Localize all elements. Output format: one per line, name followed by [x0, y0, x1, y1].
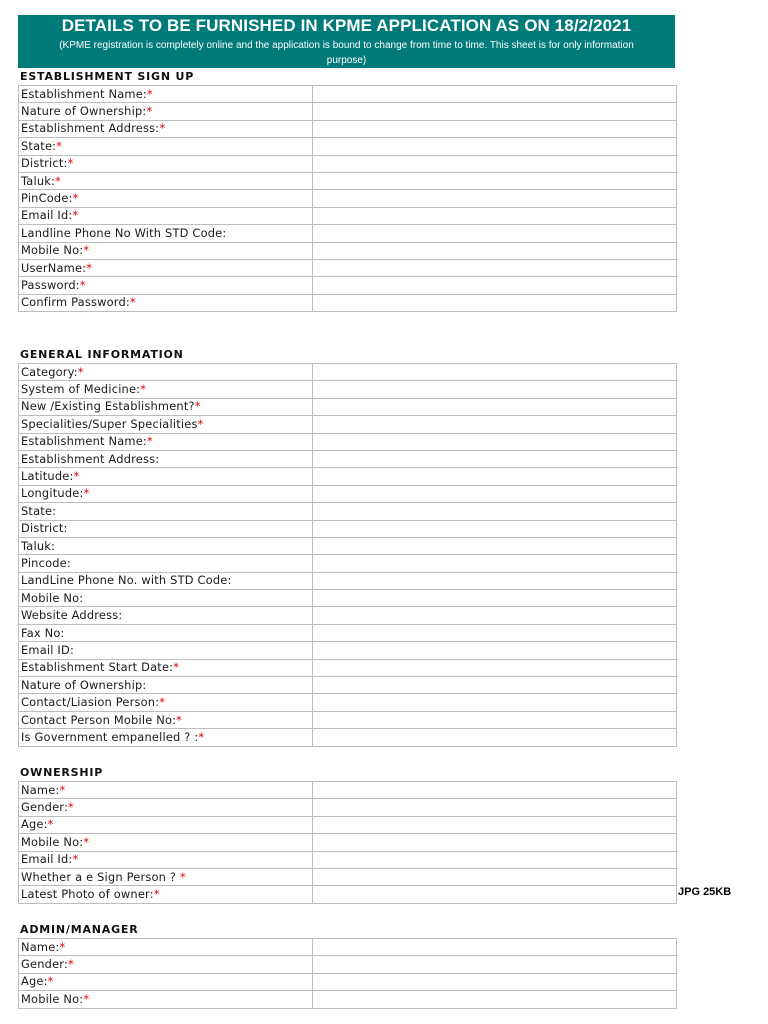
field-label-text: Fax No:: [21, 625, 65, 640]
field-value-cell[interactable]: [313, 729, 677, 746]
section-admin-manager: [18, 921, 676, 1009]
form-row: [19, 381, 677, 398]
form-row: [19, 103, 677, 120]
form-row: [19, 485, 677, 502]
field-label-text: Email Id:: [21, 852, 73, 867]
form-row: [19, 956, 677, 973]
field-label: [19, 381, 313, 398]
section-general-information: [18, 346, 676, 747]
field-label-text: Gender:: [21, 800, 69, 815]
required-marker: *: [83, 834, 90, 849]
field-value-cell[interactable]: [313, 868, 677, 885]
required-marker: *: [159, 121, 166, 136]
field-label-text: Nature of Ownership:: [21, 104, 147, 119]
field-label: [19, 294, 313, 311]
field-label-text: Password:: [21, 277, 80, 292]
field-label-text: District:: [21, 521, 68, 536]
form-row: [19, 277, 677, 294]
field-value-cell[interactable]: [313, 677, 677, 694]
field-label: [19, 555, 313, 572]
field-label-text: LandLine Phone No. with STD Code:: [21, 573, 232, 588]
form-row: [19, 624, 677, 641]
form-row: [19, 642, 677, 659]
field-value-cell[interactable]: [313, 86, 677, 103]
field-value-cell[interactable]: [313, 537, 677, 554]
field-value-cell[interactable]: [313, 207, 677, 224]
form-row: [19, 590, 677, 607]
field-label: [19, 642, 313, 659]
field-label-text: Whether a e Sign Person ?: [21, 869, 180, 884]
form-row: [19, 572, 677, 589]
field-label-text: State:: [21, 503, 57, 518]
field-value-cell[interactable]: [313, 259, 677, 276]
form-row: [19, 520, 677, 537]
form-row: [19, 259, 677, 276]
page-title: DETAILS TO BE FURNISHED IN KPME APPLICATION AS ON 18/2/2021: [61, 16, 632, 35]
field-label-text: Confirm Password:: [21, 295, 130, 310]
page-subtitle: (KPME registration is completely online and the application is bound to change from time to time. This sheet is for only information purpose): [59, 40, 634, 66]
form-row: [19, 711, 677, 728]
required-marker: *: [86, 260, 93, 275]
field-value-cell[interactable]: [313, 485, 677, 502]
form-row: [19, 555, 677, 572]
required-marker: *: [72, 191, 79, 206]
field-label-text: District:: [21, 156, 68, 171]
section-heading: ADMIN/MANAGER: [20, 923, 139, 936]
field-label-text: Contact/Liasion Person:: [21, 695, 160, 710]
field-label: [19, 520, 313, 537]
form-row: [19, 886, 677, 903]
field-label: [19, 729, 313, 746]
field-label-text: Specialities/Super Specialities: [21, 416, 198, 431]
field-label-text: Email ID:: [21, 642, 74, 657]
form-table: [18, 938, 677, 1009]
field-label: [19, 155, 313, 172]
field-label: [19, 503, 313, 520]
form-row: [19, 450, 677, 467]
field-label: [19, 138, 313, 155]
form-row: [19, 225, 677, 242]
field-value-cell[interactable]: [313, 103, 677, 120]
required-marker: *: [146, 86, 153, 101]
form-row: [19, 851, 677, 868]
required-marker: *: [146, 104, 153, 119]
field-label: [19, 190, 313, 207]
required-marker: *: [72, 852, 79, 867]
field-value-cell[interactable]: [313, 642, 677, 659]
field-label-text: Mobile No:: [21, 834, 84, 849]
field-value-cell[interactable]: [313, 555, 677, 572]
field-label: [19, 816, 313, 833]
field-value-cell[interactable]: [313, 277, 677, 294]
form-row: [19, 468, 677, 485]
field-label-text: Contact Person Mobile No:: [21, 712, 177, 727]
required-marker: *: [198, 729, 205, 744]
field-label: [19, 242, 313, 259]
required-marker: *: [59, 939, 66, 954]
required-marker: *: [159, 695, 166, 710]
required-marker: *: [83, 991, 90, 1006]
field-label: [19, 956, 313, 973]
field-label: [19, 694, 313, 711]
form-row: [19, 155, 677, 172]
form-row: [19, 834, 677, 851]
field-label: [19, 677, 313, 694]
field-label-text: PinCode:: [21, 191, 73, 206]
form-row: [19, 190, 677, 207]
required-marker: *: [77, 364, 84, 379]
field-label: [19, 120, 313, 137]
form-row: [19, 816, 677, 833]
required-marker: *: [55, 173, 61, 188]
field-value-cell[interactable]: [313, 659, 677, 676]
field-label: [19, 711, 313, 728]
field-value-cell[interactable]: [313, 694, 677, 711]
field-value-cell[interactable]: [313, 711, 677, 728]
required-marker: *: [146, 434, 153, 449]
field-label-text: System of Medicine:: [21, 382, 141, 397]
form-row: [19, 364, 677, 381]
required-marker: *: [72, 208, 79, 223]
form-row: [19, 694, 677, 711]
required-marker: *: [47, 974, 54, 989]
field-value-cell[interactable]: [313, 503, 677, 520]
field-value-cell[interactable]: [313, 886, 677, 903]
field-label-text: Is Government empanelled ? :: [21, 729, 199, 744]
field-label: [19, 537, 313, 554]
required-marker: *: [83, 243, 90, 258]
form-row: [19, 433, 677, 450]
required-marker: *: [176, 712, 183, 727]
field-value-cell[interactable]: [313, 172, 677, 189]
field-value-cell[interactable]: [313, 520, 677, 537]
field-label: [19, 225, 313, 242]
field-value-cell[interactable]: [313, 956, 677, 973]
form-row: [19, 729, 677, 746]
field-value-cell[interactable]: [313, 398, 677, 415]
field-label: [19, 991, 313, 1008]
photo-format-note: JPG 25KB: [678, 886, 732, 898]
form-row: [19, 973, 677, 990]
field-value-cell[interactable]: [313, 572, 677, 589]
field-value-cell[interactable]: [313, 799, 677, 816]
field-label: [19, 485, 313, 502]
required-marker: *: [68, 800, 74, 815]
field-value-cell[interactable]: [313, 364, 677, 381]
required-marker: *: [140, 382, 147, 397]
form-row: [19, 138, 677, 155]
form-row: [19, 207, 677, 224]
field-value-cell[interactable]: [313, 450, 677, 467]
field-label: [19, 259, 313, 276]
form-row: [19, 939, 677, 956]
field-value-cell[interactable]: [313, 468, 677, 485]
field-value-cell[interactable]: [313, 120, 677, 137]
field-value-cell[interactable]: [313, 624, 677, 641]
required-marker: *: [56, 138, 63, 153]
field-label: [19, 939, 313, 956]
field-label: [19, 782, 313, 799]
field-value-cell[interactable]: [313, 225, 677, 242]
field-label-text: Mobile No:: [21, 991, 84, 1006]
form-row: [19, 782, 677, 799]
required-marker: *: [47, 817, 54, 832]
field-label-text: Category:: [21, 364, 78, 379]
form-row: [19, 659, 677, 676]
field-value-cell[interactable]: [313, 294, 677, 311]
field-label-text: Taluk:: [21, 538, 56, 553]
required-marker: *: [173, 660, 180, 675]
field-value-cell[interactable]: [313, 973, 677, 990]
form-table: [18, 781, 677, 904]
field-value-cell[interactable]: [313, 851, 677, 868]
field-label: [19, 590, 313, 607]
field-label-text: Longitude:: [21, 486, 84, 501]
required-marker: *: [68, 957, 74, 972]
field-label-text: Pincode:: [21, 555, 71, 570]
field-label: [19, 172, 313, 189]
field-label: [19, 103, 313, 120]
field-value-cell[interactable]: [313, 381, 677, 398]
form-row: [19, 86, 677, 103]
field-label: [19, 398, 313, 415]
form-row: [19, 799, 677, 816]
form-table: [18, 363, 677, 747]
field-label-text: Latitude:: [21, 469, 74, 484]
field-value-cell[interactable]: [313, 816, 677, 833]
form-row: [19, 294, 677, 311]
field-label-text: Email Id:: [21, 208, 73, 223]
form-row: [19, 607, 677, 624]
section-establishment-sign-up: [18, 68, 676, 312]
field-label-text: Name:: [21, 939, 60, 954]
field-label: [19, 416, 313, 433]
form-row: [19, 416, 677, 433]
field-label-text: State:: [21, 138, 57, 153]
field-label: [19, 851, 313, 868]
field-value-cell[interactable]: [313, 416, 677, 433]
field-label: [19, 364, 313, 381]
required-marker: *: [83, 486, 90, 501]
form-row: [19, 242, 677, 259]
section-heading: GENERAL INFORMATION: [20, 348, 184, 361]
field-value-cell[interactable]: [313, 190, 677, 207]
section-heading: OWNERSHIP: [20, 766, 104, 779]
field-value-cell[interactable]: [313, 607, 677, 624]
field-value-cell[interactable]: [313, 991, 677, 1008]
required-marker: *: [153, 887, 160, 902]
field-value-cell[interactable]: [313, 834, 677, 851]
form-row: [19, 398, 677, 415]
required-marker: *: [67, 156, 74, 171]
form-row: [19, 991, 677, 1008]
field-label: [19, 973, 313, 990]
field-value-cell[interactable]: [313, 433, 677, 450]
field-label-text: Age:: [21, 817, 48, 832]
field-label-text: Mobile No:: [21, 590, 84, 605]
field-label-text: Establishment Start Date:: [21, 660, 174, 675]
field-label-text: Establishment Name:: [21, 434, 147, 449]
required-marker: *: [129, 295, 136, 310]
field-label: [19, 834, 313, 851]
form-row: [19, 537, 677, 554]
field-label: [19, 433, 313, 450]
form-row: [19, 868, 677, 885]
field-value-cell[interactable]: [313, 782, 677, 799]
field-label: [19, 799, 313, 816]
field-label-text: Establishment Address:: [21, 451, 160, 466]
field-value-cell[interactable]: [313, 590, 677, 607]
field-label-text: Establishment Address:: [21, 121, 160, 136]
form-row: [19, 172, 677, 189]
field-value-cell[interactable]: [313, 939, 677, 956]
field-label: [19, 659, 313, 676]
header-banner: [18, 15, 675, 68]
field-label: [19, 207, 313, 224]
form-row: [19, 503, 677, 520]
field-label: [19, 868, 313, 885]
required-marker: *: [179, 869, 186, 884]
field-value-cell[interactable]: [313, 155, 677, 172]
field-label-text: Gender:: [21, 957, 69, 972]
required-marker: *: [194, 399, 201, 414]
field-label-text: Name:: [21, 782, 60, 797]
form-row: [19, 677, 677, 694]
form-table: [18, 85, 677, 312]
field-label: [19, 468, 313, 485]
required-marker: *: [79, 277, 86, 292]
field-value-cell[interactable]: [313, 242, 677, 259]
field-label: [19, 86, 313, 103]
field-label-text: Taluk:: [21, 173, 56, 188]
field-label: [19, 277, 313, 294]
section-heading: ESTABLISHMENT SIGN UP: [20, 70, 195, 83]
field-label-text: UserName:: [21, 260, 87, 275]
field-label-text: Establishment Name:: [21, 86, 147, 101]
field-label: [19, 624, 313, 641]
field-label-text: Latest Photo of owner:: [21, 887, 154, 902]
field-label: [19, 572, 313, 589]
field-label-text: New /Existing Establishment?: [21, 399, 195, 414]
field-label-text: Nature of Ownership:: [21, 677, 147, 692]
required-marker: *: [197, 416, 204, 431]
field-label-text: Website Address:: [21, 608, 123, 623]
field-label: [19, 886, 313, 903]
section-ownership: [18, 764, 676, 904]
field-label-text: Mobile No:: [21, 243, 84, 258]
field-label-text: Landline Phone No With STD Code:: [21, 225, 227, 240]
required-marker: *: [73, 469, 80, 484]
field-label: [19, 607, 313, 624]
required-marker: *: [59, 782, 66, 797]
field-label-text: Age:: [21, 974, 48, 989]
field-label: [19, 450, 313, 467]
form-row: [19, 120, 677, 137]
field-value-cell[interactable]: [313, 138, 677, 155]
